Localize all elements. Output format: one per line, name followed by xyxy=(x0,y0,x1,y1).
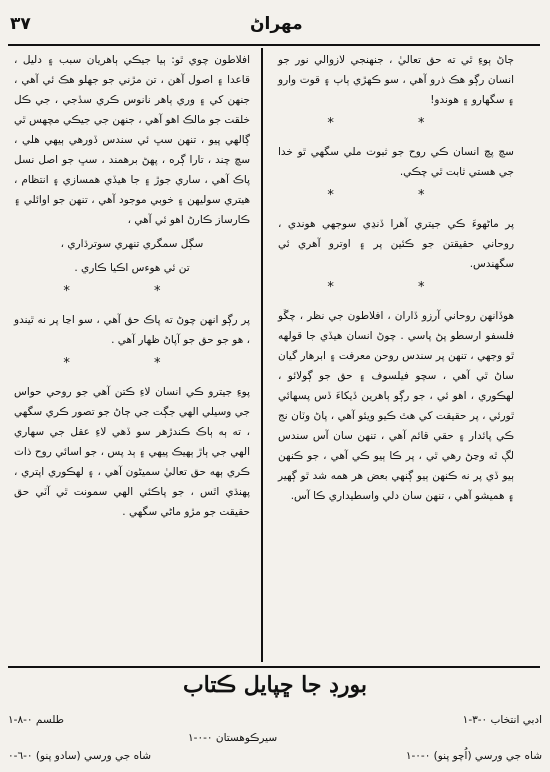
column-divider xyxy=(261,48,263,662)
catalog-item: ادبي انتخاب ٠-٣-١ xyxy=(462,714,542,726)
catalog-rule xyxy=(8,666,540,668)
section-separator: * * xyxy=(63,356,201,371)
catalog-row xyxy=(8,714,542,732)
section-separator: * * xyxy=(327,280,465,295)
paragraph: هوڏانهن روحاني آرزو ڏاران ، افلاطون جي نظر ، چڱو فلسفو ارسطو پڻ پاسي . چوڻ انسان هيڏي جا قولهه ٿو وجهي ، تنهن پر سندس روحن معرفت ۽ ابرهار گيان ساڻ ٿي آهي ، سچو فيلسوف ۽ حق جو ڳولائو ، لهڪوري ، اهو ئي ، جو رڳو ٻاهرين ڏيکاءَ ڏس پسهائي ٿورئي ، پر حقيقت کي هٿ ڪيو ويئو آهي ، پاڻ وٽان نج ڪي پائدار ۽ حقي قائم آهي ، تنهن سان آس سندس لڳ ٿه وڃڻ رهي ٿي ، پر ڪا ٻيو ڪي آهي ، جو ڪنهن ٻيو ڏي پر نه ڪنهن ٻيو ڳنهي بعض هر همه شد ٿو ڳهير ۽ هميشو آهي ، تنهن سان دلي واسطيداري ڪا آس. xyxy=(278,310,515,502)
catalog-item: طلسم ٠-٨-١ xyxy=(8,714,65,726)
catalog-item: شاه جي ورسي (اُچو پنو) ٠-٠-١ xyxy=(405,750,542,762)
page-number: ۳۷ xyxy=(10,14,31,34)
paragraph: افلاطون چوي ٿو: ٻيا جيڪي ٻاهريان سبب ۽ دليل ، قاعدا ۽ اصول آهن ، تن مڙني جو جهلو هڪ ئي آهي ، جنهن کي ۽ وري ٻاهر نانوس ڪري سڏجي ، جي ڪل خلقت جو مالڪ اهو آهي ، جنهن جي جيڪي مچهس ٿي ڳالهي پيو ، تنهن سڀ ئي سندس ڏورهي ٻيهي هلي ، سچ چند ، تارا ڳره ، پهڻ برهمند ، سڀ جو اصل نسل پاڪ آهي ، ساري جوڙ ۽ جا هيڏي همسازي ۽ انتظام ، هيتري سوليهن ۽ خوبي موجود آهي ، تنهن جو اوائلي ۽ ڪارساز ڪارڻ اهو ئي آهي ، xyxy=(13,54,251,226)
catalog-title: بورڊ جا ڇپايل ڪتاب xyxy=(182,672,368,698)
catalog-item: شاه جي ورسي (سادو پنو) ٠-٦-٠ xyxy=(8,750,152,762)
paragraph: پوءِ جيترو ڪي انسان لاءِ ڪتن آهي جو روحي حواس جي وسيلي الهي جڳت جي ڄاڻ جو تصور ڪري سگهي ، ته ٻه ٻاڪ ڪندڙهر سو ڏهي لاءِ عقل جي سهاري الهي جي ٻاڙ ٻهيڪ پيهي ۽ ٻد پس ، جو اسائي روح ذات ڪري ٻهه حق تعاليٰ سميڻون آهي ، ۽ لهڪوري اپتري ، پهنڌي اٿس ، جو پاڪئي الهي سمونت ٿي آٽي حق حقيقت جو مڙو ماڻي سگهي . xyxy=(14,386,251,518)
paragraph: ڄاڻ ٻوءِ ٿي ته حق تعاليٰ ، جنهنجي لازوالي نور جو انسان رڳو هڪ ذرو آهي ، سو ڪهڙي ٻاٻ ۽ قوت وارو ۽ سگهارو ۽ هوندو! xyxy=(278,54,515,106)
page-header xyxy=(10,14,536,40)
catalog-row xyxy=(8,750,542,768)
catalog-row xyxy=(8,732,542,750)
paragraph: پر ماڻهوءَ ڪي جيتري آهرا ڏنڍي سوجهي هوندي ، روحاني حقيقتن جو ڪئين پر ۽ اوترو آهري ئي سگهندس. xyxy=(278,218,515,270)
journal-title: مهراڻ xyxy=(250,14,303,34)
section-separator: * * xyxy=(327,116,465,131)
verse-line: سڳل سمگري تنهري سوترڌاري ، xyxy=(60,238,204,250)
header-rule xyxy=(8,44,540,46)
left-column xyxy=(14,50,250,526)
verse-line: تن ئي هوءس اڪيا ڪاري . xyxy=(74,262,190,274)
section-separator: * * xyxy=(327,188,465,203)
catalog-item: سيرڪوهستان ٠-٠-١ xyxy=(188,732,278,744)
section-separator: * * xyxy=(63,284,201,299)
right-column xyxy=(278,50,514,510)
paragraph: سچ پچ انسان ڪي روح جو ثبوت ملي سگهي ٿو خدا جي هستي ثابت ٿي چڪي. xyxy=(278,146,514,178)
paragraph: پر رڳو انهن چوڻ ته پاڪ حق آهي ، سو اڃا پر نه ٿيندو ، هو جو حق جو آپاڻ ظهار آهي . xyxy=(14,314,251,346)
